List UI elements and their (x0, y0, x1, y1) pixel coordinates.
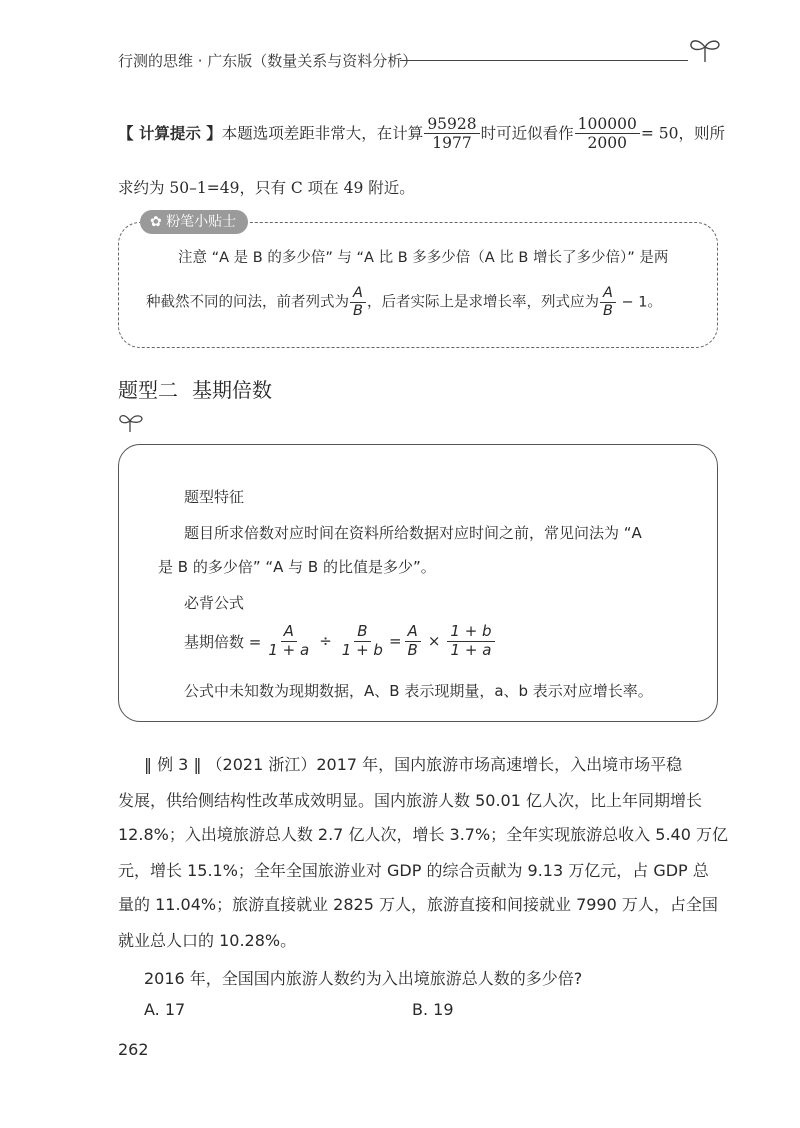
fraction-denominator: 1977 (432, 134, 472, 153)
fraction-numerator: A (281, 624, 297, 642)
fraction-numerator: A (405, 624, 421, 642)
calc-hint-line2: 求约为 50–1=49，只有 C 项在 49 附近。 (118, 179, 415, 197)
fraction-denominator: B (353, 303, 363, 320)
fraction-a-over-b (405, 624, 421, 659)
calc-hint-text-2: 时可近似看作 (480, 124, 574, 143)
sprout-icon: ✿ (150, 214, 162, 230)
formula-heading: 必背公式 (184, 594, 245, 612)
sprout-icon (118, 410, 152, 434)
fraction-1-plus-b-over-1-plus-a (447, 624, 494, 659)
example-line-5: 量的 11.04%；旅游直接就业 2825 万人，旅游直接和间接就业 7990 万人，占全国 (118, 895, 718, 914)
fraction-numerator: A (600, 286, 616, 303)
header-rule (400, 60, 688, 61)
fraction-numerator: 95928 (424, 116, 479, 134)
tip-p2-text-3: − 1。 (616, 294, 662, 311)
fraction-b-over-1-plus-b (339, 624, 386, 659)
example-line-6: 就业总人口的 10.28%。 (118, 931, 297, 950)
section-heading (118, 374, 272, 403)
fraction-denominator: B (602, 303, 613, 320)
fraction-denominator: 1 + b (341, 640, 383, 659)
fraction-numerator: B (354, 624, 370, 642)
feature-heading: 题型特征 (184, 488, 245, 506)
tip-tab (140, 210, 248, 234)
tip-box (118, 222, 718, 348)
feature-paragraph-line2: 是 B 的多少倍” “A 与 B 的比值是多少”。 (158, 558, 436, 576)
option-a[interactable]: A. 17 (144, 1000, 186, 1019)
calc-hint (118, 116, 738, 152)
example-line-1: ‖ 例 3 ‖ （2021 浙江）2017 年，国内旅游市场高速增长，入出境市场平稳 (144, 755, 683, 774)
formula-label: 基期倍数 = (184, 632, 262, 651)
tip-p2-text-2: ，后者实际上是求增长率，列式应为 (366, 294, 599, 311)
example-line-4: 元，增长 15.1%；全年全国旅游业对 GDP 的综合贡献为 9.13 万亿元，占 GDP 总 (118, 861, 709, 880)
example-line-2: 发展，供给侧结构性改革成效明显。国内旅游人数 50.01 亿人次，比上年同期增长 (118, 791, 702, 810)
option-b[interactable]: B. 19 (412, 1000, 454, 1019)
fraction-a-over-b (350, 286, 366, 319)
fraction-denominator: B (407, 640, 418, 659)
fraction-denominator: 1 + a (450, 640, 492, 659)
calc-hint-label: 【 计算提示 】 (118, 123, 222, 143)
calc-hint-text-1: 本题选项差距非常大，在计算 (221, 124, 424, 143)
fraction-denominator: 1 + a (268, 640, 310, 659)
fraction-numerator: A (350, 286, 366, 303)
tip-p2-text-1: 种截然不同的问法，前者列式为 (146, 294, 349, 311)
multiply-sign: × (427, 632, 441, 651)
page-number: 262 (118, 1040, 149, 1059)
example-line-3: 12.8%；入出境旅游总人数 2.7 亿人次，增长 3.7%；全年实现旅游总收入 5.40 万亿 (118, 825, 728, 844)
fraction-numerator: 100000 (575, 116, 640, 134)
equals-sign: = (388, 632, 402, 651)
sprout-icon (688, 34, 722, 64)
divide-sign: ÷ (319, 632, 332, 651)
example-question: 2016 年，全国国内旅游人数约为入出境旅游总人数的多少倍? (144, 969, 583, 988)
fraction-95928-1977 (424, 116, 479, 152)
fraction-denominator: 2000 (587, 134, 627, 153)
feature-paragraph-line1: 题目所求倍数对应时间在资料所给数据对应时间之前，常见问法为 “A (184, 524, 642, 542)
calc-hint-text-3: = 50，则所 (640, 124, 725, 143)
fraction-a-over-b (600, 286, 616, 319)
tip-paragraph-1: 注意 “A 是 B 的多少倍” 与 “A 比 B 多多少倍（A 比 B 增长了多少倍）” 是两 (178, 250, 669, 266)
fraction-numerator: 1 + b (447, 624, 494, 642)
tip-paragraph-2 (146, 286, 662, 319)
section-name: 基期倍数 (192, 378, 272, 402)
formula-note: 公式中未知数为现期数据，A、B 表示现期量，a、b 表示对应增长率。 (184, 682, 653, 700)
running-header: 行测的思维 · 广东版（数量关系与资料分析） (118, 52, 418, 70)
formula-line (184, 624, 496, 659)
fraction-a-over-1-plus-a (265, 624, 312, 659)
section-number: 题型二 (118, 378, 178, 402)
fraction-100000-2000 (575, 116, 640, 152)
tip-tab-label: 粉笔小贴士 (166, 214, 237, 230)
